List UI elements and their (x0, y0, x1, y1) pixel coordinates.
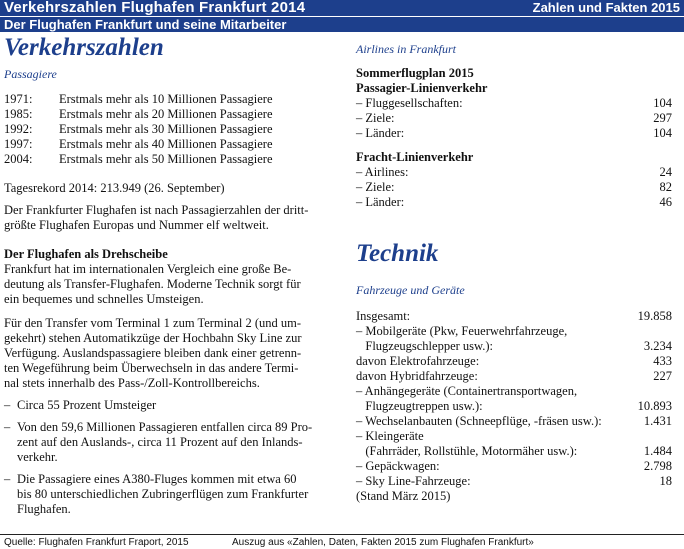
edition-label: Zahlen und Fakten 2015 (532, 0, 680, 15)
subtitle-bar (0, 16, 684, 32)
source-note: Quelle: Flughafen Frankfurt Fraport, 2015 (4, 537, 189, 548)
hub-paragraph: Frankfurt hat im internationalen Vergleich eine große Be- deutung als Transfer-Flughafen. Moderne Technik sorgt für ein bequemes und schnelles Umsteigen. (4, 262, 301, 306)
vehicle-list (356, 309, 672, 504)
stand-note: (Stand März 2015) (356, 489, 451, 503)
stat-row: – Airlines: 24 (356, 165, 672, 179)
passenger-service-title: Passagier-Linienverkehr (356, 81, 488, 95)
stat-row: – Anhängegeräte (Containertransportwagen, (356, 384, 578, 398)
milestone-row: 1992: Erstmals mehr als 30 Millionen Passagiere (4, 122, 273, 136)
page-subtitle: Der Flughafen Frankfurt und seine Mitarbeiter (4, 17, 287, 32)
subsection-vehicles: Fahrzeuge und Geräte (356, 283, 465, 297)
milestone-list (4, 92, 334, 167)
hub-heading: Der Flughafen als Drehscheibe (4, 247, 168, 261)
section-title-verkehrszahlen: Verkehrszahlen (4, 34, 164, 61)
daily-record: Tagesrekord 2014: 213.949 (26. September) (4, 181, 225, 195)
page-title: Verkehrszahlen Flughafen Frankfurt 2014 (4, 0, 306, 16)
stat-row: Insgesamt: 19.858 (356, 309, 672, 323)
stat-row: – Ziele: 82 (356, 180, 672, 194)
bullet-a380: – Die Passagiere eines A380-Fluges kommen mit etwa 60 bis 80 unterschiedlichen Zubringerflügen zum Frankfurter Flughafen. (4, 472, 309, 516)
transfer-paragraph: Für den Transfer vom Terminal 1 zum Terminal 2 (und um- gekehrt) stehen Automatikzüge der Hochbahn Sky Line zur Verfügung. Auslandspassagiere bleiben dank einer getrenn- ten Wegeführung beim Überwechseln in das andere Termi- nal stets innerhalb des Pass-/Zoll-Kontrollbereichs. (4, 316, 302, 390)
freight-service-title: Fracht-Linienverkehr (356, 150, 474, 164)
stat-row: – Länder: 46 (356, 195, 672, 209)
left-column (4, 34, 334, 517)
stat-row: – Fluggesellschaften: 104 (356, 96, 672, 110)
bullet-umsteiger: – Circa 55 Prozent Umsteiger (4, 398, 157, 412)
title-bar (0, 0, 684, 16)
stat-row: – Länder: 104 (356, 126, 672, 140)
right-column (356, 42, 672, 504)
milestone-row: 2004: Erstmals mehr als 50 Millionen Passagiere (4, 152, 273, 166)
footer (0, 534, 684, 549)
stat-row: davon Elektrofahrzeuge: 433 (356, 354, 672, 368)
milestone-row: 1985: Erstmals mehr als 20 Millionen Passagiere (4, 107, 273, 121)
stat-row: – Mobilgeräte (Pkw, Feuerwehrfahrzeuge, (356, 324, 568, 338)
excerpt-note: Auszug aus «Zahlen, Daten, Fakten 2015 zum Flughafen Frankfurt» (232, 537, 534, 548)
milestone-row: 1971: Erstmals mehr als 10 Millionen Passagiere (4, 92, 273, 106)
subsection-passagiere: Passagiere (4, 67, 57, 81)
passenger-service-list (356, 96, 672, 141)
stat-row: Flugzeugschlepper usw.): 3.234 (356, 339, 672, 353)
stat-row: – Kleingeräte (356, 429, 424, 443)
stat-row: – Wechselanbauten (Schneepflüge, -fräsen usw.): 1.431 (356, 414, 672, 428)
stat-row: Flugzeugtreppen usw.): 10.893 (356, 399, 672, 413)
milestone-row: 1997: Erstmals mehr als 40 Millionen Passagiere (4, 137, 273, 151)
stat-row: – Ziele: 297 (356, 111, 672, 125)
ranking-paragraph: Der Frankfurter Flughafen ist nach Passagierzahlen der dritt- größte Flughafen Europas und Nummer elf weltweit. (4, 203, 309, 232)
stat-row: – Gepäckwagen: 2.798 (356, 459, 672, 473)
section-title-technik: Technik (356, 240, 439, 267)
stat-row: – Sky Line-Fahrzeuge: 18 (356, 474, 672, 488)
freight-service-list (356, 165, 672, 210)
bullet-passengers: – Von den 59,6 Millionen Passagieren entfallen circa 89 Pro- zent auf den Auslands-, circa 11 Prozent auf den Inlands- verkehr. (4, 420, 313, 464)
stat-row: (Fahrräder, Rollstühle, Motormäher usw.): 1.484 (356, 444, 672, 458)
subsection-airlines: Airlines in Frankfurt (356, 42, 456, 56)
stat-row: davon Hybridfahrzeuge: 227 (356, 369, 672, 383)
summer-schedule-title: Sommerflugplan 2015 (356, 66, 474, 80)
